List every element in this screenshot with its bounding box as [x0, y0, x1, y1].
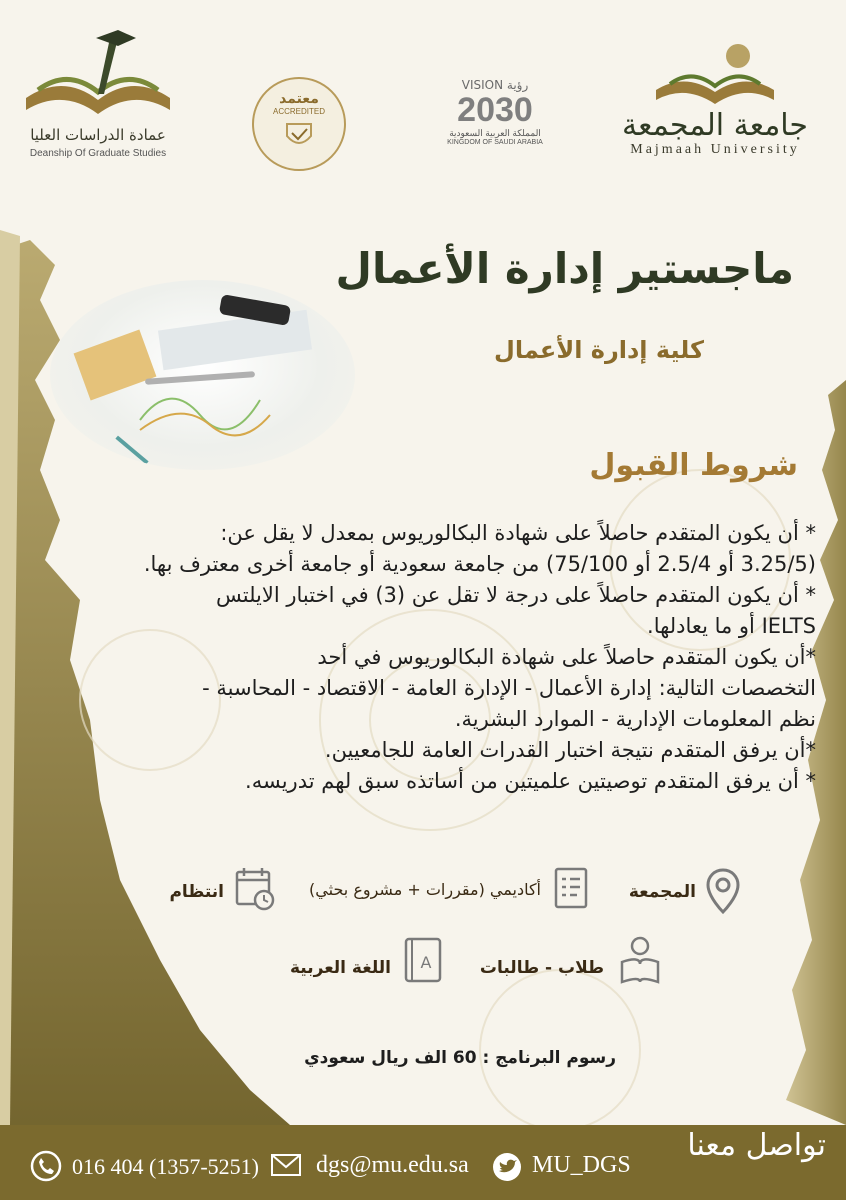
accredited-en: ACCREDITED — [272, 107, 325, 116]
program-title: ماجستير إدارة الأعمال — [335, 244, 794, 293]
deanship-logo — [18, 28, 178, 163]
accredited-ar: معتمد — [279, 91, 319, 107]
student-reading-icon — [616, 936, 664, 986]
requirement-line: نظم المعلومات الإدارية - الموارد البشرية. — [454, 707, 816, 731]
calendar-clock-icon — [234, 866, 276, 912]
requirement-line: IELTS أو ما يعادلها. — [647, 614, 816, 638]
university-name-en: Majmaah University — [630, 142, 800, 157]
twitter-handle[interactable]: MU_DGS — [532, 1152, 631, 1178]
desk-illustration — [50, 280, 355, 470]
program-fees: رسوم البرنامج : 60 الف ريال سعودي — [304, 1048, 616, 1068]
requirement-line: التخصصات التالية: إدارة الأعمال - الإدارة العامة - الاقتصاد - المحاسبة - — [202, 676, 816, 700]
deanship-name-ar: عمادة الدراسات العليا — [30, 126, 166, 144]
university-name-ar: جامعة المجمعة — [622, 108, 808, 143]
college-name: كلية إدارة الأعمال — [494, 336, 704, 364]
university-logo — [600, 40, 830, 165]
vision-year: 2030 — [457, 91, 533, 129]
open-book-icon — [650, 40, 780, 106]
location-pin-icon — [706, 868, 740, 914]
vision-ar: رؤية — [506, 78, 529, 92]
vision-label: VISION — [461, 78, 504, 92]
requirement-line: *أن يرفق المتقدم نتيجة اختبار القدرات العامة للجامعيين. — [324, 738, 816, 762]
email-icon — [270, 1152, 302, 1178]
office-desk-photo — [50, 280, 355, 470]
deanship-name-en: Deanship Of Graduate Studies — [29, 148, 167, 159]
requirement-line: * أن يكون المتقدم حاصلاً على شهادة البكالوريوس بمعدل لا يقل عن: — [220, 521, 816, 545]
vision-2030-logo — [430, 78, 560, 168]
admission-heading: شروط القبول — [589, 448, 798, 483]
vision-country-en: KINGDOM OF SAUDI ARABIA — [447, 139, 543, 146]
location-text: المجمعة — [628, 882, 696, 902]
study-mode-text: انتظام — [169, 882, 224, 902]
twitter-icon — [492, 1152, 522, 1182]
accredited-seal — [252, 77, 346, 171]
requirement-line: * أن يكون المتقدم حاصلاً على درجة لا تقل عن (3) في اختبار الايلتس — [216, 583, 816, 607]
requirement-line: (3.25/5 أو 2.5/4 أو 75/100) من جامعة سعودية أو جامعة أخرى معترف بها. — [143, 552, 816, 576]
track-text: أكاديمي (مقررات + مشروع بحثي) — [309, 880, 541, 899]
book-pen-icon — [18, 28, 178, 118]
requirement-line: *أن يكون المتقدم حاصلاً على شهادة البكالوريوس في أحد — [317, 645, 816, 669]
svg-text:A: A — [420, 953, 432, 972]
vision-country-ar: المملكة العربية السعودية — [449, 128, 541, 138]
document-checklist-icon — [553, 866, 591, 912]
phone-number[interactable]: 016 404 (1357-5251) — [72, 1154, 259, 1179]
requirement-line: * أن يرفق المتقدم توصيتين علميتين من أساتذه سبق لهم تدريسه. — [245, 769, 816, 793]
email-address[interactable]: dgs@mu.edu.sa — [316, 1152, 469, 1178]
contact-label: تواصل معنا — [687, 1128, 826, 1163]
language-text: اللغة العربية — [290, 958, 391, 978]
check-shield-icon — [279, 120, 319, 150]
arabic-book-icon — [402, 936, 444, 986]
requirements-list — [26, 518, 816, 797]
phone-icon — [30, 1150, 62, 1182]
gender-text: طلاب - طالبات — [479, 958, 604, 978]
